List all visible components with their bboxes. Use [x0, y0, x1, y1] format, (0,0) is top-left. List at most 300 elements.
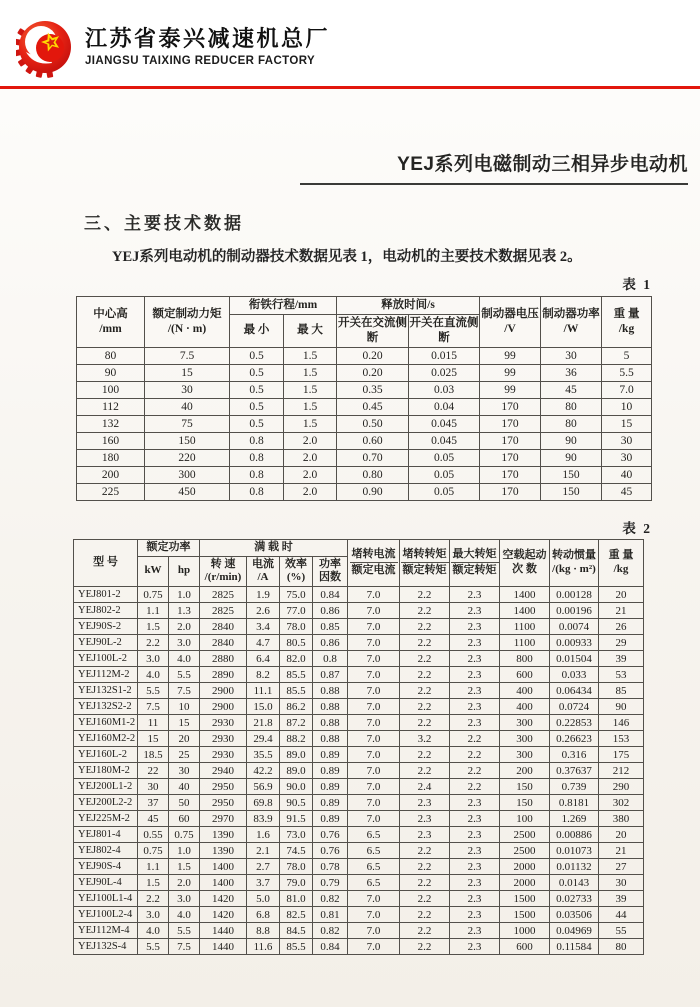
section-heading: 三、主要技术数据: [84, 214, 244, 233]
table-cell: 29.4: [247, 731, 280, 747]
table-cell: 7.5: [169, 683, 200, 699]
table-cell: 2.4: [400, 779, 450, 795]
table-cell: 3.7: [247, 875, 280, 891]
table-cell: 7.0: [348, 651, 400, 667]
table-cell: 2.2: [400, 635, 450, 651]
table-cell: 2.3: [450, 891, 500, 907]
table-cell: 0.76: [313, 827, 348, 843]
table-cell: 1.5: [169, 859, 200, 875]
table-cell: 0.81: [313, 907, 348, 923]
table-cell: 0.20: [337, 347, 409, 364]
table-cell: 2950: [200, 779, 247, 795]
company-name-en: JIANGSU TAIXING REDUCER FACTORY: [85, 55, 316, 68]
table-cell: 150: [500, 795, 550, 811]
table-cell: 2900: [200, 699, 247, 715]
table-cell: 0.45: [337, 398, 409, 415]
table-cell: 2.3: [450, 651, 500, 667]
table-cell: 11.1: [247, 683, 280, 699]
table-cell: 0.70: [337, 449, 409, 466]
table-cell: 170: [480, 483, 541, 500]
table-cell: 6.4: [247, 651, 280, 667]
table-cell: 45: [138, 811, 169, 827]
table-cell: 2.2: [400, 859, 450, 875]
table-cell: 112: [77, 398, 145, 415]
table-cell: 18.5: [138, 747, 169, 763]
table-cell: 2.2: [400, 651, 450, 667]
motor-technical-data-table: [73, 539, 644, 955]
table-cell: 0.75: [169, 827, 200, 843]
table-cell: 30: [145, 381, 230, 398]
table-cell: 2.3: [450, 923, 500, 939]
table-cell: 150: [541, 466, 602, 483]
table-cell: 21.8: [247, 715, 280, 731]
table-cell: 7.0: [348, 907, 400, 923]
table-cell: 0.89: [313, 779, 348, 795]
table-cell: YEJ132S-4: [74, 939, 138, 955]
table-cell: 2.2: [400, 923, 450, 939]
table-cell: 20: [599, 827, 644, 843]
table-cell: 2.0: [169, 875, 200, 891]
table-cell: 0.01504: [550, 651, 599, 667]
company-name-cn: 江苏省泰兴减速机总厂: [85, 25, 331, 51]
table-cell: 6.8: [247, 907, 280, 923]
col-armature-stroke: 衔铁行程/mm: [230, 297, 337, 315]
table-cell: 0.0724: [550, 699, 599, 715]
table-row: [74, 827, 644, 843]
table-cell: 7.0: [348, 763, 400, 779]
table-cell: 5.5: [138, 683, 169, 699]
table-cell: YEJ100L-2: [74, 651, 138, 667]
table-cell: 2500: [500, 827, 550, 843]
table-cell: 0.8: [230, 449, 284, 466]
table-cell: 2.3: [450, 811, 500, 827]
table-cell: 30: [599, 875, 644, 891]
table-cell: YEJ112M-4: [74, 923, 138, 939]
table-cell: 2930: [200, 715, 247, 731]
table-cell: YEJ801-2: [74, 587, 138, 603]
table-cell: 2880: [200, 651, 247, 667]
table-cell: 2930: [200, 747, 247, 763]
table-cell: 85.5: [280, 683, 313, 699]
table-cell: 0.02733: [550, 891, 599, 907]
table-row: [74, 603, 644, 619]
table-cell: 0.26623: [550, 731, 599, 747]
table-cell: 85: [599, 683, 644, 699]
table-cell: 80.5: [280, 635, 313, 651]
table-cell: 1420: [200, 891, 247, 907]
table-cell: 2.2: [450, 779, 500, 795]
table-cell: 0.89: [313, 795, 348, 811]
table-cell: 90: [541, 432, 602, 449]
table-cell: YEJ90S-2: [74, 619, 138, 635]
table-row: [74, 811, 644, 827]
table-cell: 7.0: [348, 667, 400, 683]
table-cell: 1.5: [284, 364, 337, 381]
table-cell: 2.3: [450, 667, 500, 683]
table-cell: 1390: [200, 827, 247, 843]
table-cell: 0.88: [313, 715, 348, 731]
table-cell: 7.0: [348, 587, 400, 603]
table-cell: 0.5: [230, 398, 284, 415]
table-row: [74, 619, 644, 635]
table-cell: YEJ801-4: [74, 827, 138, 843]
table-cell: 82.0: [280, 651, 313, 667]
table-cell: 7.0: [348, 619, 400, 635]
table-cell: 3.0: [169, 891, 200, 907]
table-cell: 100: [500, 811, 550, 827]
table-cell: 0.00933: [550, 635, 599, 651]
table-cell: 69.8: [247, 795, 280, 811]
table-cell: 90.5: [280, 795, 313, 811]
col-release-dc: 开关在直流侧断: [409, 314, 480, 347]
table-cell: 7.0: [348, 635, 400, 651]
table-cell: 0.739: [550, 779, 599, 795]
col-brake-power: 制动器功率 /W: [541, 297, 602, 348]
table-cell: 300: [500, 747, 550, 763]
table-cell: 1.5: [284, 398, 337, 415]
table-cell: 2890: [200, 667, 247, 683]
table-cell: 90: [599, 699, 644, 715]
table-cell: 0.05: [409, 466, 480, 483]
table-cell: 0.82: [313, 891, 348, 907]
table-cell: 2.7: [247, 859, 280, 875]
table-cell: 15: [602, 415, 652, 432]
table-cell: YEJ200L1-2: [74, 779, 138, 795]
col-speed: 转 速 /(r/min): [200, 556, 247, 587]
table-cell: 1.0: [169, 843, 200, 859]
table-cell: 44: [599, 907, 644, 923]
col-locked-rotor-current-ratio: 堵转电流 额定电流: [348, 539, 400, 586]
table-cell: YEJ132S1-2: [74, 683, 138, 699]
table-cell: 2.3: [450, 715, 500, 731]
table-cell: 0.05: [409, 449, 480, 466]
table-cell: YEJ160M1-2: [74, 715, 138, 731]
table1-label: 表 1: [622, 277, 652, 292]
table-cell: 0.015: [409, 347, 480, 364]
table-cell: 22: [138, 763, 169, 779]
table-row: [77, 449, 652, 466]
table-cell: 2.3: [450, 843, 500, 859]
table-cell: 2.2: [138, 635, 169, 651]
table-cell: YEJ180M-2: [74, 763, 138, 779]
table-cell: 90: [77, 364, 145, 381]
table-cell: 85.5: [280, 667, 313, 683]
table-cell: 45: [602, 483, 652, 500]
table-cell: 146: [599, 715, 644, 731]
table-row: [74, 651, 644, 667]
table-cell: 7.0: [348, 715, 400, 731]
doc-title: YEJ系列电磁制动三相异步电动机: [397, 154, 688, 175]
table1-body: [77, 347, 652, 500]
table-cell: 170: [480, 449, 541, 466]
table-cell: 30: [169, 763, 200, 779]
table-row: [74, 939, 644, 955]
table-cell: 7.0: [348, 603, 400, 619]
table-cell: 2900: [200, 683, 247, 699]
table-cell: 2.3: [450, 587, 500, 603]
table-cell: 20: [169, 731, 200, 747]
table-cell: 212: [599, 763, 644, 779]
table-cell: 1.6: [247, 827, 280, 843]
table-cell: 15.0: [247, 699, 280, 715]
table-cell: 290: [599, 779, 644, 795]
table-cell: 15: [138, 731, 169, 747]
table-cell: 300: [500, 715, 550, 731]
table-cell: YEJ100L2-4: [74, 907, 138, 923]
table-cell: YEJ90S-4: [74, 859, 138, 875]
table-cell: 1.3: [169, 603, 200, 619]
table-cell: 0.045: [409, 415, 480, 432]
table-cell: 132: [77, 415, 145, 432]
table-cell: 40: [602, 466, 652, 483]
table-cell: 1420: [200, 907, 247, 923]
table-cell: 99: [480, 347, 541, 364]
table-cell: 0.88: [313, 731, 348, 747]
table-cell: 3.2: [400, 731, 450, 747]
table-cell: 1.269: [550, 811, 599, 827]
table-cell: 7.0: [348, 747, 400, 763]
table-cell: 4.7: [247, 635, 280, 651]
table-cell: 7.0: [348, 891, 400, 907]
table-row: [74, 891, 644, 907]
table-cell: 225: [77, 483, 145, 500]
table-cell: 42.2: [247, 763, 280, 779]
col-release-ac: 开关在交流侧断: [337, 314, 409, 347]
table-cell: 2.2: [400, 587, 450, 603]
table-cell: 2.2: [450, 731, 500, 747]
table-cell: 2.2: [400, 939, 450, 955]
col-max-torque-ratio: 最大转矩 额定转矩: [450, 539, 500, 586]
table-cell: 1.1: [138, 859, 169, 875]
table-cell: 78.0: [280, 859, 313, 875]
table-cell: 7.0: [348, 779, 400, 795]
table-cell: 302: [599, 795, 644, 811]
table-cell: 75.0: [280, 587, 313, 603]
table-row: [77, 432, 652, 449]
table-cell: 2.6: [247, 603, 280, 619]
table-cell: 2840: [200, 619, 247, 635]
table-cell: 3.0: [138, 651, 169, 667]
table-cell: 80: [541, 415, 602, 432]
table-cell: 1.0: [169, 587, 200, 603]
table-cell: 170: [480, 415, 541, 432]
table-cell: 0.20: [337, 364, 409, 381]
table-cell: 150: [500, 779, 550, 795]
table-cell: 35.5: [247, 747, 280, 763]
table-cell: 0.75: [138, 843, 169, 859]
table-row: [74, 859, 644, 875]
table-cell: 1400: [500, 603, 550, 619]
table-cell: 1.5: [138, 619, 169, 635]
table-cell: 87.2: [280, 715, 313, 731]
table-cell: 2.2: [400, 619, 450, 635]
table-cell: 84.5: [280, 923, 313, 939]
table-cell: 2.2: [400, 843, 450, 859]
table-row: [74, 795, 644, 811]
table-cell: 0.01132: [550, 859, 599, 875]
table-cell: 7.0: [348, 795, 400, 811]
table-cell: 153: [599, 731, 644, 747]
table-cell: 7.5: [138, 699, 169, 715]
table-cell: 1100: [500, 619, 550, 635]
table-cell: 21: [599, 843, 644, 859]
table-cell: 2.2: [400, 763, 450, 779]
table-cell: 89.0: [280, 763, 313, 779]
table-cell: 39: [599, 891, 644, 907]
table-cell: 73.0: [280, 827, 313, 843]
table-cell: 5.5: [169, 667, 200, 683]
col-weight: 重 量 /kg: [599, 539, 644, 586]
col-rated-brake-torque: 额定制动力矩 /(N · m): [145, 297, 230, 348]
table-row: [74, 715, 644, 731]
table-cell: 1500: [500, 907, 550, 923]
table-cell: 1440: [200, 939, 247, 955]
table-cell: 0.80: [337, 466, 409, 483]
table-cell: 180: [77, 449, 145, 466]
table-cell: YEJ802-4: [74, 843, 138, 859]
col-weight: 重 量 /kg: [602, 297, 652, 348]
table2-label: 表 2: [622, 520, 652, 536]
table-cell: 5: [602, 347, 652, 364]
table-cell: 1.5: [138, 875, 169, 891]
table-cell: 53: [599, 667, 644, 683]
table-cell: 15: [145, 364, 230, 381]
table-cell: 0.89: [313, 763, 348, 779]
col-moment-of-inertia: 转动惯量 /(kg · m²): [550, 539, 599, 586]
table-cell: 27: [599, 859, 644, 875]
table-cell: 7.5: [169, 939, 200, 955]
table-cell: 0.75: [138, 587, 169, 603]
header-divider: [0, 86, 700, 89]
table-row: [77, 364, 652, 381]
table-cell: 6.5: [348, 875, 400, 891]
table-cell: YEJ112M-2: [74, 667, 138, 683]
table-cell: 0.35: [337, 381, 409, 398]
col-noload-starts: 空载起动 次 数: [500, 539, 550, 586]
table-cell: 400: [500, 699, 550, 715]
page-header: [0, 0, 700, 86]
table-cell: 0.5: [230, 364, 284, 381]
table-cell: 37: [138, 795, 169, 811]
table-row: [74, 923, 644, 939]
table-row: [74, 683, 644, 699]
table-row: [77, 415, 652, 432]
table-row: [77, 347, 652, 364]
table-cell: 40: [169, 779, 200, 795]
table-cell: 200: [500, 763, 550, 779]
table-cell: 50: [169, 795, 200, 811]
table-cell: 3.0: [138, 907, 169, 923]
table-cell: 5.5: [138, 939, 169, 955]
table-cell: 2950: [200, 795, 247, 811]
table-cell: 2500: [500, 843, 550, 859]
table-cell: 0.89: [313, 811, 348, 827]
table2-header: [74, 539, 644, 586]
table-cell: 99: [480, 364, 541, 381]
table-cell: 7.0: [602, 381, 652, 398]
table-cell: 2.3: [450, 827, 500, 843]
table-cell: 0.00128: [550, 587, 599, 603]
table-cell: 1.9: [247, 587, 280, 603]
table-cell: 1100: [500, 635, 550, 651]
table-cell: 2.3: [450, 619, 500, 635]
table-row: [74, 843, 644, 859]
table-cell: 8.8: [247, 923, 280, 939]
table-cell: 2.2: [400, 699, 450, 715]
table-cell: 80: [599, 939, 644, 955]
table-cell: 78.0: [280, 619, 313, 635]
table-cell: 0.05: [409, 483, 480, 500]
table-cell: 220: [145, 449, 230, 466]
table-cell: 80: [77, 347, 145, 364]
table-row: [74, 875, 644, 891]
table-cell: 36: [541, 364, 602, 381]
table-cell: 11: [138, 715, 169, 731]
table-cell: 7.0: [348, 699, 400, 715]
table-cell: 600: [500, 667, 550, 683]
table-cell: 6.5: [348, 843, 400, 859]
table-cell: 0.03: [409, 381, 480, 398]
table-cell: 81.0: [280, 891, 313, 907]
brand: [16, 14, 700, 78]
table-row: [74, 667, 644, 683]
table-cell: 0.8: [230, 483, 284, 500]
table-cell: 0.76: [313, 843, 348, 859]
brake-technical-data-table: [76, 296, 652, 501]
table-cell: 10: [169, 699, 200, 715]
table-row: [74, 779, 644, 795]
table-cell: 89.0: [280, 747, 313, 763]
col-stroke-max: 最 大: [284, 314, 337, 347]
table-cell: 2.2: [400, 715, 450, 731]
doc-title-block: [300, 149, 688, 185]
table-cell: 0.86: [313, 603, 348, 619]
table-cell: 0.8: [313, 651, 348, 667]
table-cell: 0.045: [409, 432, 480, 449]
table-cell: 8.2: [247, 667, 280, 683]
table-row: [74, 747, 644, 763]
table-cell: 2.0: [169, 619, 200, 635]
table-cell: 30: [602, 432, 652, 449]
table-cell: 0.03506: [550, 907, 599, 923]
table-cell: 85.5: [280, 939, 313, 955]
table-cell: 11.6: [247, 939, 280, 955]
table-cell: 3.0: [169, 635, 200, 651]
table-cell: 86.2: [280, 699, 313, 715]
table-cell: 40: [145, 398, 230, 415]
table-cell: 1.5: [284, 415, 337, 432]
table-row: [77, 381, 652, 398]
table-cell: 5.5: [602, 364, 652, 381]
table-cell: 300: [500, 731, 550, 747]
table-cell: 175: [599, 747, 644, 763]
table-cell: 2.0: [284, 432, 337, 449]
table-cell: 7.0: [348, 731, 400, 747]
table-cell: YEJ200L2-2: [74, 795, 138, 811]
table-row: [77, 398, 652, 415]
table-row: [74, 587, 644, 603]
table-row: [74, 699, 644, 715]
table-cell: YEJ160M2-2: [74, 731, 138, 747]
table-cell: 2930: [200, 731, 247, 747]
table-cell: 150: [145, 432, 230, 449]
table-row: [74, 763, 644, 779]
table-cell: 2.3: [450, 795, 500, 811]
table-cell: 25: [169, 747, 200, 763]
table-cell: 1.5: [284, 381, 337, 398]
table-cell: 0.8: [230, 466, 284, 483]
table-cell: 0.06434: [550, 683, 599, 699]
